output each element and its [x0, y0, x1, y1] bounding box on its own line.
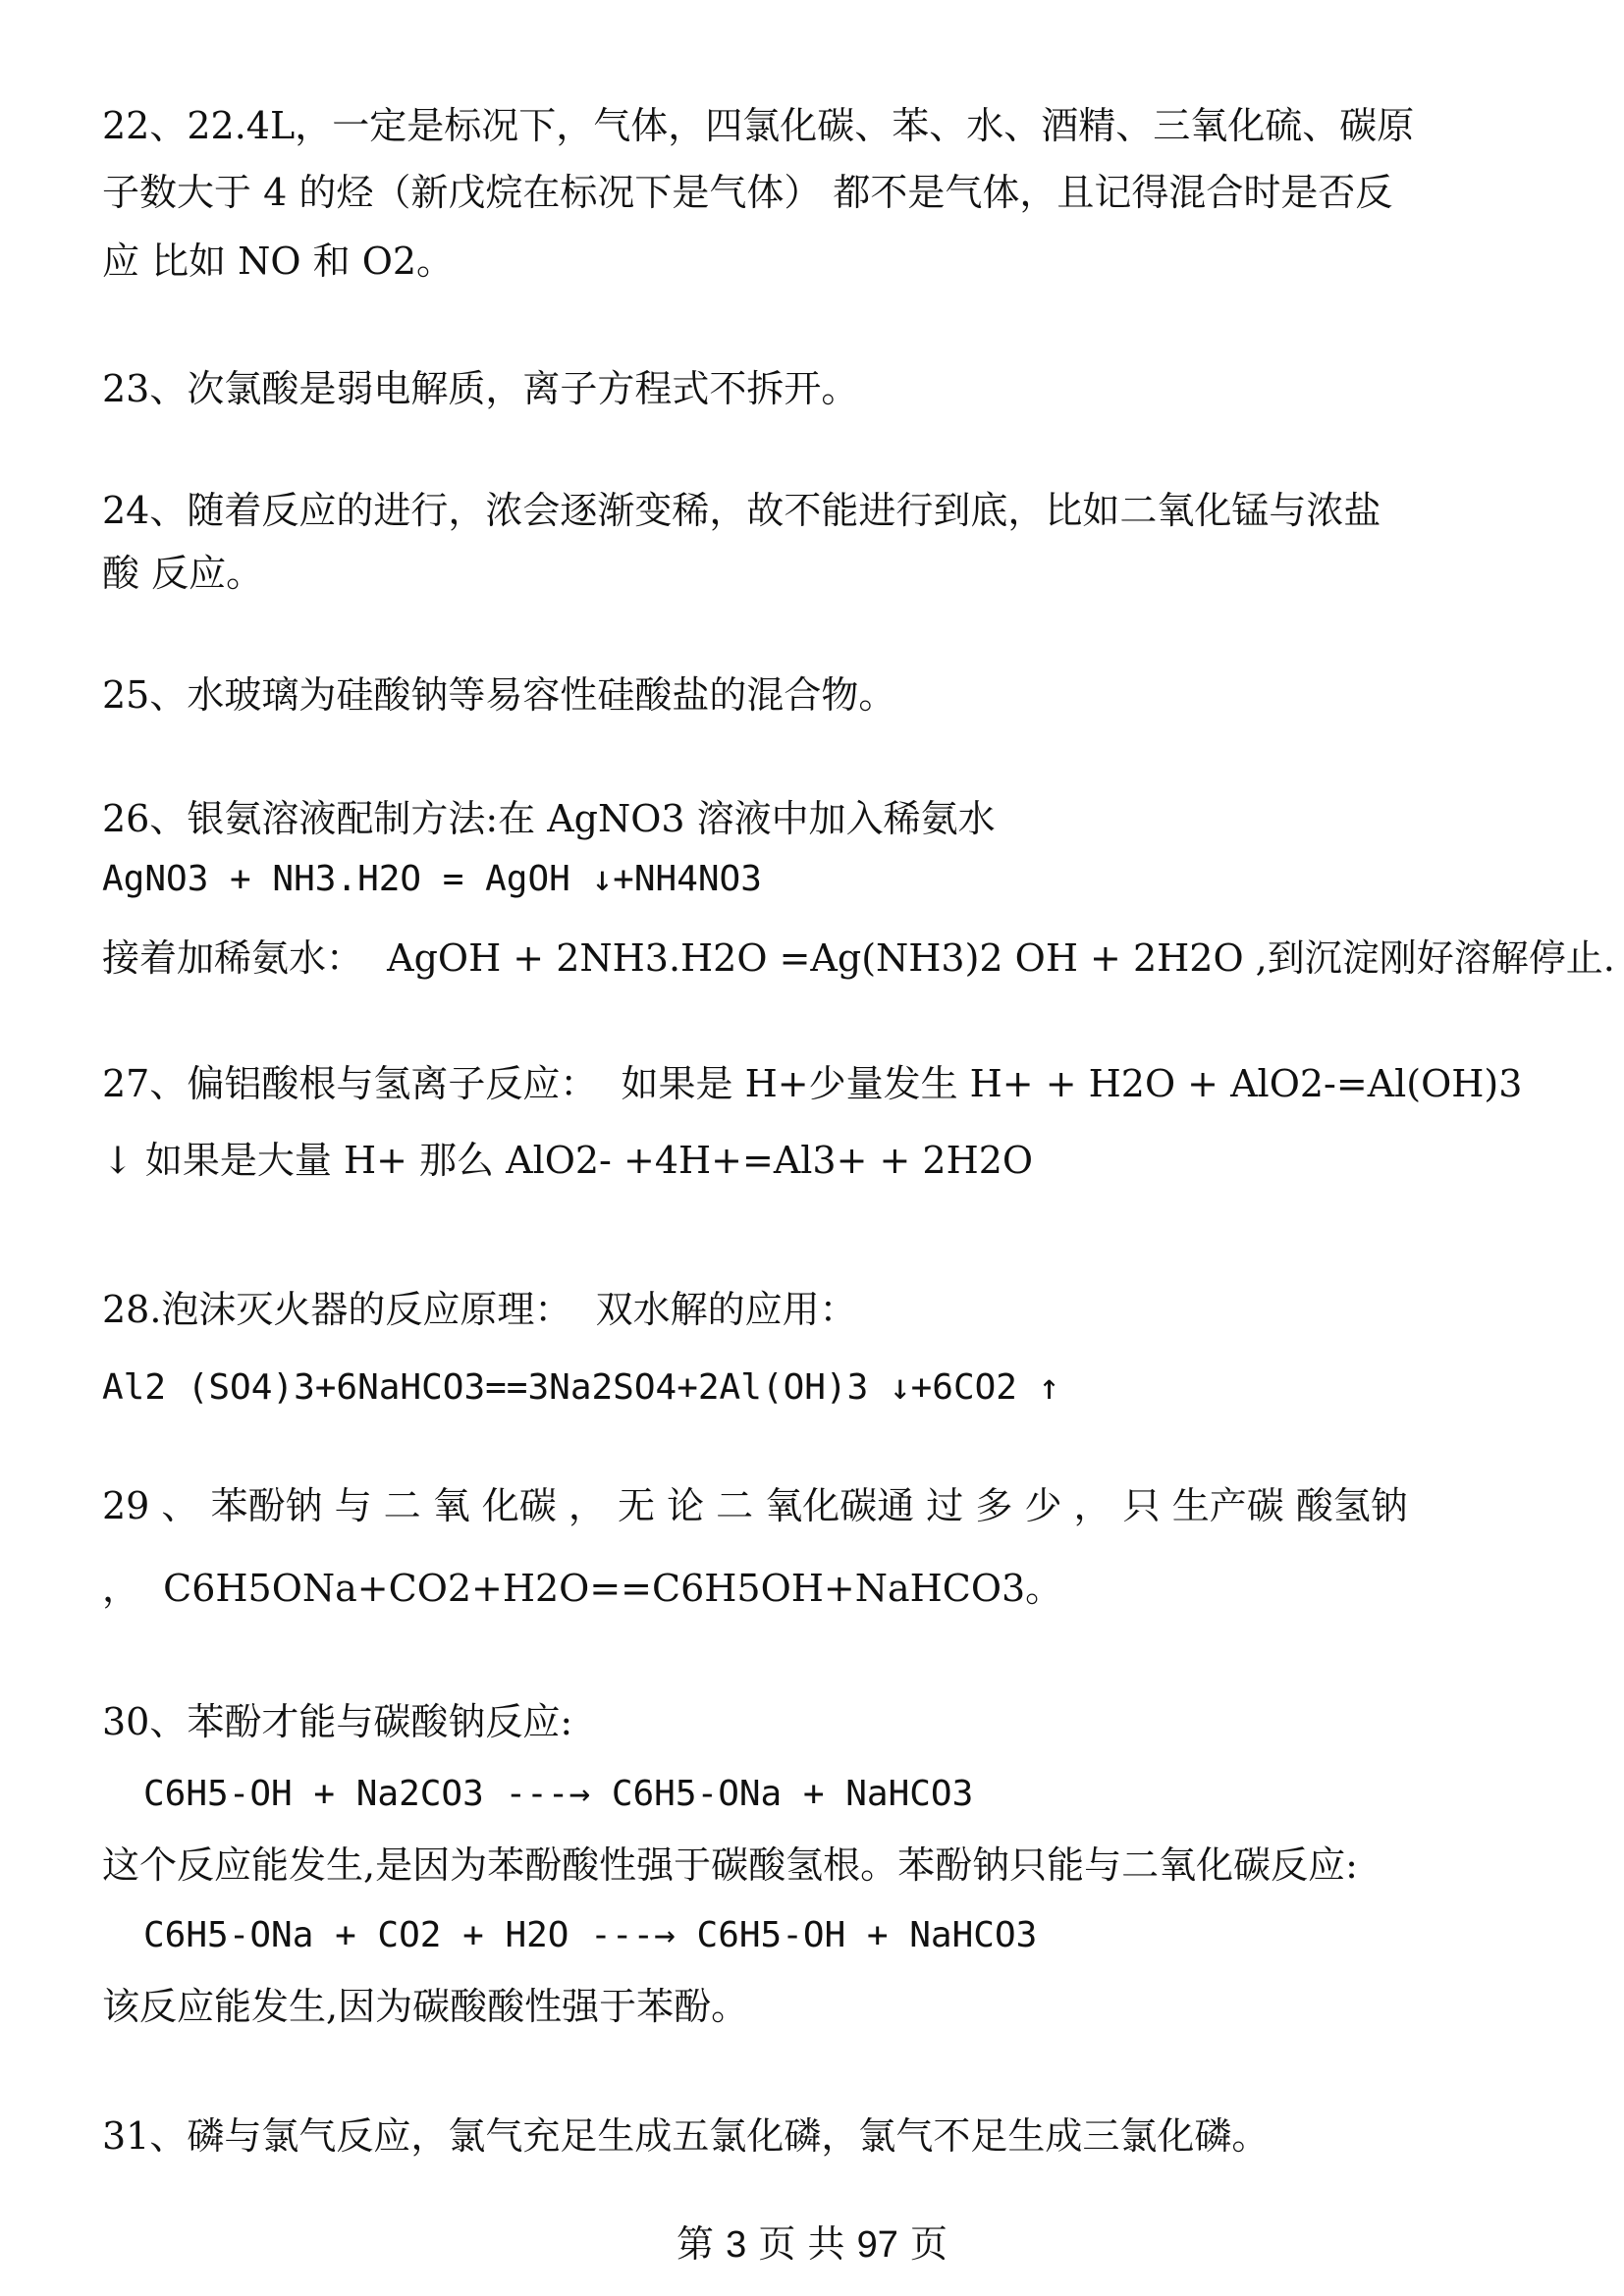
item-30-equation-2: C6H5-ONa + CO2 + H2O ---→ C6H5-OH + NaHCO3: [143, 1915, 1038, 1955]
item-27-line-1: 27、偏铝酸根与氢离子反应： 如果是 H+少量发生 H+ + H2O + AlO2-=Al(OH)3: [102, 1062, 1523, 1105]
item-29-line-2: ， C6H5ONa+CO2+H2O==C6H5OH+NaHCO3。: [102, 1567, 1063, 1610]
page-number: 3: [726, 2224, 747, 2266]
item-27-line-2: ↓ 如果是大量 H+ 那么 AlO2- +4H+=Al3+ + 2H2O: [102, 1139, 1034, 1182]
item-22-line-1: 22、22.4L，一定是标况下，气体，四氯化碳、苯、水、酒精、三氧化硫、碳原: [102, 104, 1415, 147]
footer-suffix: 页: [909, 2222, 947, 2266]
item-23-line-1: 23、次氯酸是弱电解质，离子方程式不拆开。: [102, 367, 859, 410]
item-30-equation-1: C6H5-OH + Na2CO3 ---→ C6H5-ONa + NaHCO3: [143, 1774, 974, 1814]
item-29-line-1: 29 、 苯酚钠 与 二 氧 化碳 ， 无 论 二 氧化碳通 过 多 少 ， 只 生产碳 酸氢钠: [102, 1484, 1408, 1527]
item-30-line-1: 30、苯酚才能与碳酸钠反应:: [102, 1700, 573, 1743]
item-26-line-1: 26、银氨溶液配制方法:在 AgNO3 溶液中加入稀氨水: [102, 797, 996, 840]
item-30-line-3: 这个反应能发生,是因为苯酚酸性强于碳酸氢根。苯酚钠只能与二氧化碳反应:: [102, 1843, 1358, 1887]
item-28-line-1: 28.泡沫灭火器的反应原理： 双水解的应用：: [102, 1288, 857, 1331]
item-25-line-1: 25、水玻璃为硅酸钠等易容性硅酸盐的混合物。: [102, 673, 896, 717]
footer-mid: 页 共: [758, 2222, 845, 2266]
footer-prefix: 第: [677, 2222, 715, 2266]
item-26-line-3: 接着加稀氨水： AgOH + 2NH3.H2O =Ag(NH3)2 OH + 2H2O ,到沉淀刚好溶解停止.: [102, 936, 1615, 980]
item-24-line-1: 24、随着反应的进行，浓会逐渐变稀，故不能进行到底，比如二氧化锰与浓盐: [102, 489, 1381, 532]
total-pages: 97: [856, 2224, 898, 2266]
item-22-line-3: 应 比如 NO 和 O2。: [102, 240, 455, 283]
item-30-line-5: 该反应能发生,因为碳酸酸性强于苯酚。: [102, 1985, 749, 2028]
page-footer: [0, 2220, 1624, 2269]
item-28-equation: Al2 (SO4)3+6NaHCO3==3Na2SO4+2Al(OH)3 ↓+6CO2 ↑: [102, 1367, 1060, 1408]
item-24-line-2: 酸 反应。: [102, 552, 264, 595]
item-31-line-1: 31、磷与氯气反应，氯气充足生成五氯化磷，氯气不足生成三氯化磷。: [102, 2114, 1270, 2158]
item-26-equation-1: AgNO3 + NH3.H2O = AgOH ↓+NH4NO3: [102, 859, 762, 899]
item-22-line-2: 子数大于 4 的烃（新戊烷在标况下是气体） 都不是气体，且记得混合时是否反: [102, 171, 1393, 214]
